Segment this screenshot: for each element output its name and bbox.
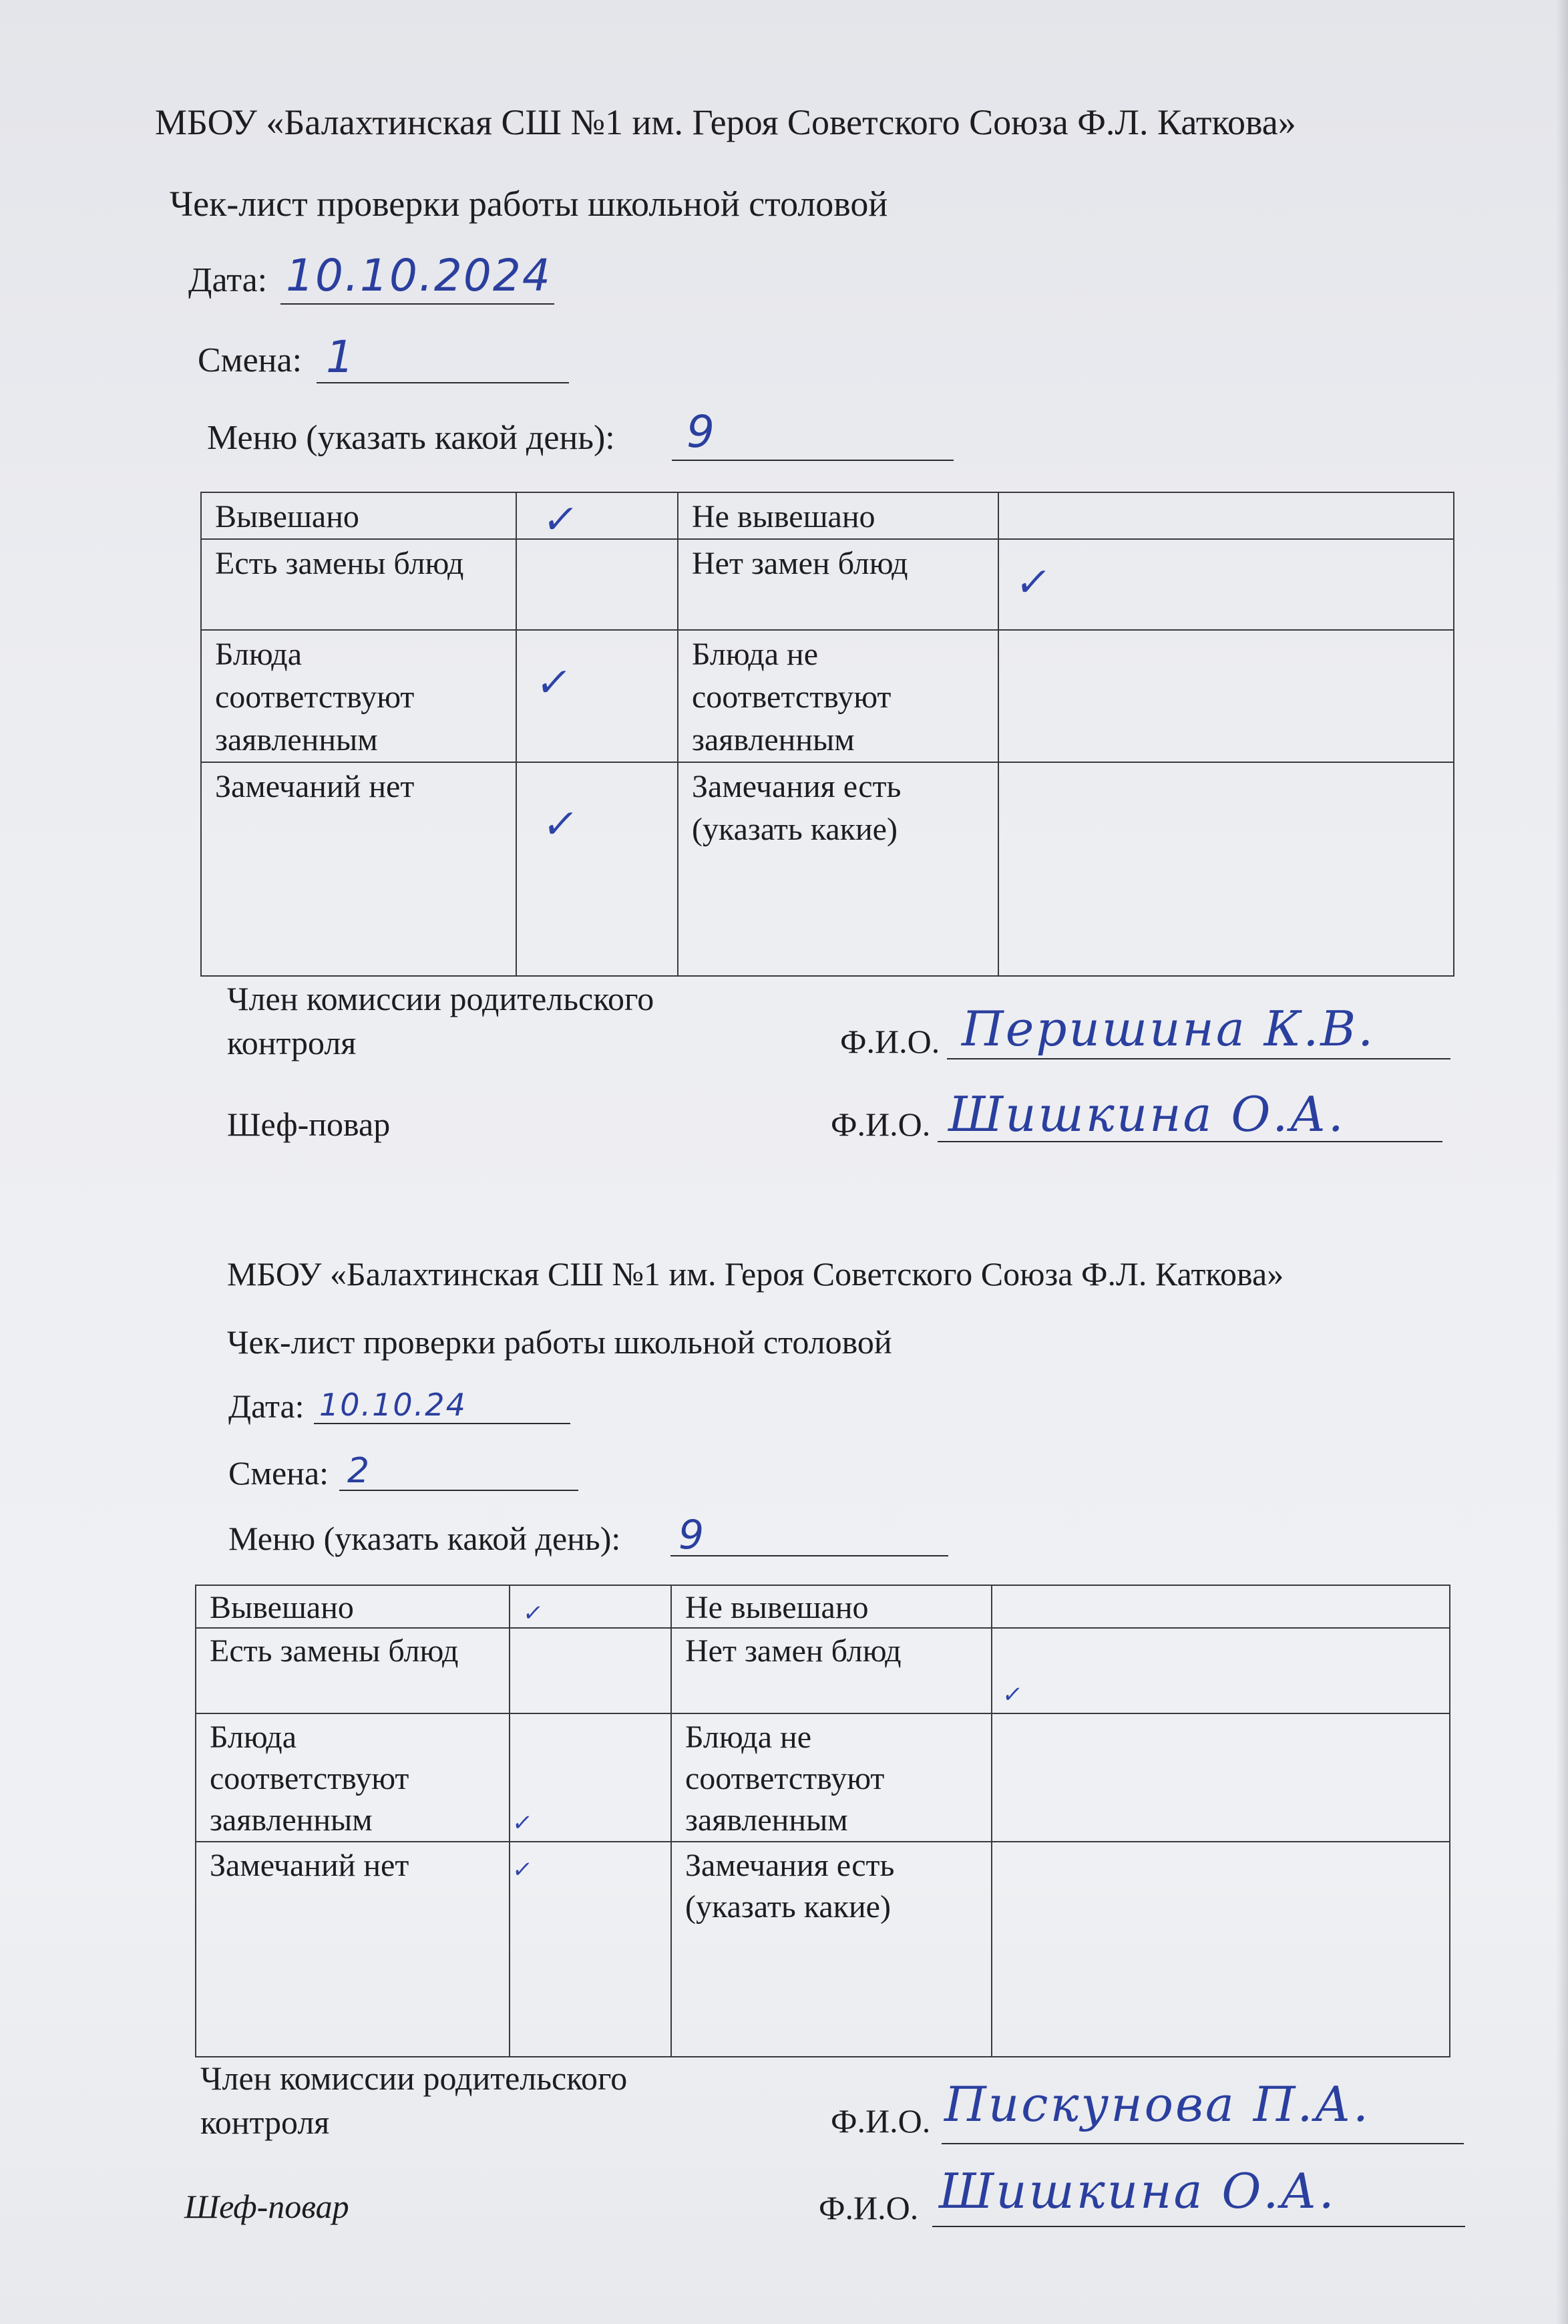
row-label: Нет замен блюд bbox=[678, 539, 998, 630]
checkbox-cell[interactable] bbox=[998, 539, 1454, 630]
check-mark-icon: ✓ bbox=[510, 1810, 535, 1836]
row-label: Замечания есть (указать какие) bbox=[671, 1842, 992, 2057]
checkbox-cell[interactable] bbox=[510, 1628, 671, 1713]
chef-label: Шеф-повар bbox=[227, 1106, 391, 1143]
checkbox-cell[interactable] bbox=[516, 762, 678, 976]
row-label: Не вывешано bbox=[671, 1585, 992, 1628]
date-value: 10.10.2024 bbox=[286, 250, 552, 301]
check-mark-icon: ✓ bbox=[539, 496, 582, 543]
shift-underline bbox=[339, 1490, 578, 1491]
form-title: Чек-лист проверки работы школьной столовой bbox=[170, 184, 888, 224]
member-signature: Перишина К.В. bbox=[962, 1001, 1376, 1057]
date-underline bbox=[280, 303, 554, 305]
checkbox-cell[interactable] bbox=[992, 1585, 1450, 1628]
checkbox-cell[interactable] bbox=[516, 539, 678, 630]
checkbox-cell[interactable] bbox=[998, 630, 1454, 762]
date-label: Дата: bbox=[188, 261, 268, 299]
member-fio-underline bbox=[947, 1058, 1450, 1059]
check-mark-icon: ✓ bbox=[1012, 559, 1054, 606]
checkbox-cell[interactable] bbox=[516, 630, 678, 762]
date-underline bbox=[314, 1423, 570, 1424]
checkbox-cell[interactable] bbox=[516, 492, 678, 543]
table-row bbox=[201, 630, 1454, 762]
menu-underline bbox=[670, 1555, 948, 1556]
menu-value: 9 bbox=[678, 1512, 706, 1558]
paper-edge-shadow bbox=[1556, 0, 1568, 2324]
table-row bbox=[196, 1713, 1450, 1842]
chef-signature: Шишкина О.А. bbox=[939, 2163, 1336, 2219]
checkbox-cell[interactable] bbox=[510, 1713, 671, 1842]
chef-fio-label: Ф.И.О. bbox=[831, 1106, 931, 1143]
row-label: Вывешано bbox=[196, 1585, 510, 1628]
checkbox-cell[interactable] bbox=[998, 492, 1454, 539]
row-label: Замечания есть (указать какие) bbox=[678, 762, 998, 976]
table-row bbox=[196, 1585, 1450, 1628]
shift-value: 2 bbox=[347, 1451, 371, 1491]
form-title: Чек-лист проверки работы школьной столовой bbox=[227, 1323, 892, 1361]
chef-fio-underline bbox=[938, 1141, 1442, 1142]
checklist-table bbox=[195, 1585, 1450, 2057]
row-label: Есть замены блюд bbox=[201, 539, 516, 630]
checkbox-cell[interactable] bbox=[992, 1713, 1450, 1842]
shift-label: Смена: bbox=[198, 341, 303, 379]
menu-underline bbox=[672, 460, 954, 461]
row-label: Блюда соответствуют заявленным bbox=[201, 630, 516, 762]
member-label: Член комиссии родительского контроля bbox=[227, 980, 654, 1061]
row-label: Блюда не соответствуют заявленным bbox=[678, 630, 998, 762]
menu-label: Меню (указать какой день): bbox=[228, 1520, 621, 1557]
row-label: Есть замены блюд bbox=[196, 1628, 510, 1713]
checkbox-cell[interactable] bbox=[992, 1842, 1450, 2057]
table-row bbox=[196, 1628, 1450, 1713]
checkbox-cell[interactable] bbox=[992, 1628, 1450, 1713]
check-mark-icon: ✓ bbox=[521, 1600, 546, 1627]
shift-label: Смена: bbox=[228, 1454, 329, 1492]
chef-fio-label: Ф.И.О. bbox=[819, 2189, 919, 2226]
row-label: Блюда соответствуют заявленным bbox=[196, 1713, 510, 1842]
member-fio-label: Ф.И.О. bbox=[840, 1023, 940, 1060]
check-mark-icon: ✓ bbox=[510, 1856, 535, 1883]
row-label: Вывешано bbox=[201, 492, 516, 539]
check-mark-icon: ✓ bbox=[539, 801, 582, 848]
checkbox-cell[interactable] bbox=[510, 1585, 671, 1628]
date-value: 10.10.24 bbox=[319, 1387, 467, 1423]
check-mark-icon: ✓ bbox=[532, 659, 575, 706]
chef-label: Шеф-повар bbox=[184, 2188, 349, 2225]
date-label: Дата: bbox=[228, 1387, 305, 1425]
checklist-table bbox=[200, 492, 1454, 977]
school-name: МБОУ «Балахтинская СШ №1 им. Героя Советского Союза Ф.Л. Каткова» bbox=[155, 102, 1296, 142]
school-name: МБОУ «Балахтинская СШ №1 им. Героя Советского Союза Ф.Л. Каткова» bbox=[227, 1255, 1284, 1293]
member-fio-label: Ф.И.О. bbox=[831, 2102, 931, 2140]
menu-value: 9 bbox=[687, 406, 716, 458]
row-label: Блюда не соответствуют заявленным bbox=[671, 1713, 992, 1842]
chef-signature: Шишкина О.А. bbox=[948, 1086, 1346, 1142]
shift-value: 1 bbox=[326, 331, 355, 383]
member-signature: Пискунова П.А. bbox=[944, 2076, 1370, 2132]
checkbox-cell[interactable] bbox=[998, 762, 1454, 976]
member-fio-underline bbox=[942, 2143, 1464, 2144]
menu-label: Меню (указать какой день): bbox=[207, 419, 615, 457]
shift-underline bbox=[317, 382, 569, 383]
table-row bbox=[196, 1842, 1450, 2057]
table-row bbox=[201, 539, 1454, 630]
table-row bbox=[201, 762, 1454, 976]
table-row bbox=[201, 492, 1454, 539]
row-label: Замечаний нет bbox=[196, 1842, 510, 2057]
row-label: Не вывешано bbox=[678, 492, 998, 539]
chef-fio-underline bbox=[932, 2226, 1465, 2227]
checkbox-cell[interactable] bbox=[510, 1842, 671, 2057]
check-mark-icon: ✓ bbox=[1000, 1681, 1025, 1708]
row-label: Нет замен блюд bbox=[671, 1628, 992, 1713]
member-label: Член комиссии родительского контроля bbox=[200, 2059, 628, 2141]
row-label: Замечаний нет bbox=[201, 762, 516, 976]
